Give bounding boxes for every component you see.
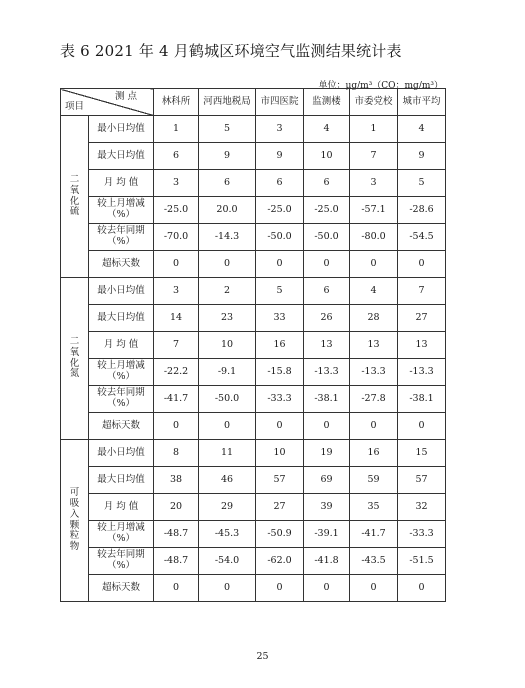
value-cell: 28: [350, 305, 398, 332]
value-cell: 3: [256, 116, 304, 143]
value-cell: 0: [199, 575, 256, 602]
value-cell: 2: [199, 278, 256, 305]
value-cell: -54.0: [199, 548, 256, 575]
station-header: 河西地税局: [199, 89, 256, 116]
value-cell: 27: [398, 305, 446, 332]
value-cell: -25.0: [304, 197, 350, 224]
value-cell: -9.1: [199, 359, 256, 386]
value-cell: 0: [350, 575, 398, 602]
value-cell: -51.5: [398, 548, 446, 575]
indicator-label: 最小日均值: [89, 440, 154, 467]
value-cell: 39: [304, 494, 350, 521]
value-cell: 6: [304, 278, 350, 305]
value-cell: 4: [350, 278, 398, 305]
table-row: [61, 170, 446, 197]
value-cell: -41.7: [154, 386, 199, 413]
station-header: 监测楼: [304, 89, 350, 116]
indicator-label: 最大日均值: [89, 467, 154, 494]
value-cell: 0: [304, 251, 350, 278]
page-number: 25: [256, 651, 269, 662]
value-cell: 0: [154, 413, 199, 440]
value-cell: -50.0: [304, 224, 350, 251]
value-cell: 4: [398, 116, 446, 143]
value-cell: 13: [398, 332, 446, 359]
table-row: [61, 494, 446, 521]
value-cell: -80.0: [350, 224, 398, 251]
table-row: [61, 467, 446, 494]
value-cell: 38: [154, 467, 199, 494]
value-cell: 6: [199, 170, 256, 197]
value-cell: 5: [398, 170, 446, 197]
pollutant-name: 二氧化硫: [69, 173, 80, 218]
value-cell: 57: [256, 467, 304, 494]
value-cell: 20.0: [199, 197, 256, 224]
value-cell: 0: [256, 251, 304, 278]
value-cell: 10: [304, 143, 350, 170]
value-cell: 3: [350, 170, 398, 197]
value-cell: 0: [199, 413, 256, 440]
value-cell: -50.0: [256, 224, 304, 251]
value-cell: 10: [199, 332, 256, 359]
value-cell: 16: [350, 440, 398, 467]
value-cell: 35: [350, 494, 398, 521]
station-header-label: 测 点: [114, 91, 137, 102]
value-cell: 0: [398, 251, 446, 278]
value-cell: -33.3: [256, 386, 304, 413]
value-cell: -41.7: [350, 521, 398, 548]
station-header: 市四医院: [256, 89, 304, 116]
table-row: [61, 521, 446, 548]
value-cell: 5: [256, 278, 304, 305]
value-cell: -25.0: [256, 197, 304, 224]
station-header: 林科所: [154, 89, 199, 116]
value-cell: -48.7: [154, 548, 199, 575]
pollutant-name: 可吸入颗粒物: [69, 486, 80, 553]
value-cell: 23: [199, 305, 256, 332]
value-cell: 26: [304, 305, 350, 332]
value-cell: 0: [398, 575, 446, 602]
indicator-label: 较上月增减 （%）: [89, 197, 154, 224]
table-row: [61, 359, 446, 386]
value-cell: 8: [154, 440, 199, 467]
indicator-label: 月 均 值: [89, 494, 154, 521]
value-cell: 0: [256, 575, 304, 602]
value-cell: -22.2: [154, 359, 199, 386]
value-cell: -57.1: [350, 197, 398, 224]
table-row: [61, 305, 446, 332]
value-cell: 6: [304, 170, 350, 197]
pollutant-name: 二氧化氮: [69, 335, 80, 380]
value-cell: 59: [350, 467, 398, 494]
item-header-label: 项目: [65, 101, 85, 113]
value-cell: -27.8: [350, 386, 398, 413]
value-cell: -41.8: [304, 548, 350, 575]
value-cell: 0: [154, 575, 199, 602]
value-cell: 69: [304, 467, 350, 494]
value-cell: -13.3: [304, 359, 350, 386]
value-cell: -62.0: [256, 548, 304, 575]
value-cell: -38.1: [398, 386, 446, 413]
table-row: [61, 116, 446, 143]
value-cell: 33: [256, 305, 304, 332]
table-row: [61, 413, 446, 440]
value-cell: -14.3: [199, 224, 256, 251]
value-cell: -50.9: [256, 521, 304, 548]
value-cell: 0: [154, 251, 199, 278]
air-quality-table: [60, 88, 446, 602]
value-cell: 9: [256, 143, 304, 170]
value-cell: 1: [350, 116, 398, 143]
value-cell: -25.0: [154, 197, 199, 224]
value-cell: 15: [398, 440, 446, 467]
unit-note: 单位：μg/m³（CO：mg/m³）: [318, 81, 443, 91]
indicator-label: 月 均 值: [89, 332, 154, 359]
indicator-label: 较去年同期 （%）: [89, 548, 154, 575]
pollutant-group-label: [61, 116, 89, 278]
value-cell: 0: [350, 413, 398, 440]
value-cell: 20: [154, 494, 199, 521]
table-row: [61, 440, 446, 467]
value-cell: -15.8: [256, 359, 304, 386]
value-cell: 29: [199, 494, 256, 521]
indicator-label: 较上月增减 （%）: [89, 359, 154, 386]
indicator-label: 较去年同期 （%）: [89, 386, 154, 413]
value-cell: -54.5: [398, 224, 446, 251]
value-cell: -33.3: [398, 521, 446, 548]
value-cell: 0: [304, 575, 350, 602]
page-title: 表 6 2021 年 4 月鹤城区环境空气监测结果统计表: [60, 42, 402, 60]
value-cell: 1: [154, 116, 199, 143]
value-cell: 14: [154, 305, 199, 332]
value-cell: 9: [398, 143, 446, 170]
value-cell: -48.7: [154, 521, 199, 548]
indicator-label: 最大日均值: [89, 305, 154, 332]
value-cell: 10: [256, 440, 304, 467]
table-row: [61, 575, 446, 602]
station-header: 城市平均: [398, 89, 446, 116]
indicator-label: 月 均 值: [89, 170, 154, 197]
value-cell: 9: [199, 143, 256, 170]
pollutant-group-label: [61, 440, 89, 602]
value-cell: 46: [199, 467, 256, 494]
value-cell: -70.0: [154, 224, 199, 251]
table-row: [61, 197, 446, 224]
value-cell: 32: [398, 494, 446, 521]
value-cell: 13: [304, 332, 350, 359]
indicator-label: 超标天数: [89, 413, 154, 440]
indicator-label: 较上月增减 （%）: [89, 521, 154, 548]
table-row: [61, 278, 446, 305]
value-cell: 5: [199, 116, 256, 143]
station-header: 市委党校: [350, 89, 398, 116]
value-cell: 3: [154, 278, 199, 305]
value-cell: 7: [350, 143, 398, 170]
value-cell: -43.5: [350, 548, 398, 575]
value-cell: -38.1: [304, 386, 350, 413]
value-cell: 6: [256, 170, 304, 197]
value-cell: 16: [256, 332, 304, 359]
value-cell: 19: [304, 440, 350, 467]
indicator-label: 最小日均值: [89, 278, 154, 305]
indicator-label: 较去年同期 （%）: [89, 224, 154, 251]
value-cell: -45.3: [199, 521, 256, 548]
value-cell: 0: [350, 251, 398, 278]
value-cell: -50.0: [199, 386, 256, 413]
table-body: [61, 116, 446, 602]
value-cell: 4: [304, 116, 350, 143]
value-cell: 0: [304, 413, 350, 440]
indicator-label: 最小日均值: [89, 116, 154, 143]
value-cell: 7: [154, 332, 199, 359]
table-row: [61, 251, 446, 278]
value-cell: -13.3: [350, 359, 398, 386]
value-cell: -13.3: [398, 359, 446, 386]
indicator-label: 超标天数: [89, 575, 154, 602]
value-cell: 3: [154, 170, 199, 197]
indicator-label: 超标天数: [89, 251, 154, 278]
table-row: [61, 224, 446, 251]
header-corner-cell: [61, 89, 154, 116]
value-cell: 0: [256, 413, 304, 440]
value-cell: 27: [256, 494, 304, 521]
value-cell: 13: [350, 332, 398, 359]
pollutant-group-label: [61, 278, 89, 440]
table-row: [61, 548, 446, 575]
value-cell: 7: [398, 278, 446, 305]
indicator-label: 最大日均值: [89, 143, 154, 170]
value-cell: 11: [199, 440, 256, 467]
value-cell: 57: [398, 467, 446, 494]
table-row: [61, 386, 446, 413]
table-row: [61, 332, 446, 359]
value-cell: -39.1: [304, 521, 350, 548]
value-cell: 0: [398, 413, 446, 440]
value-cell: -28.6: [398, 197, 446, 224]
table-row: [61, 143, 446, 170]
value-cell: 0: [199, 251, 256, 278]
value-cell: 6: [154, 143, 199, 170]
